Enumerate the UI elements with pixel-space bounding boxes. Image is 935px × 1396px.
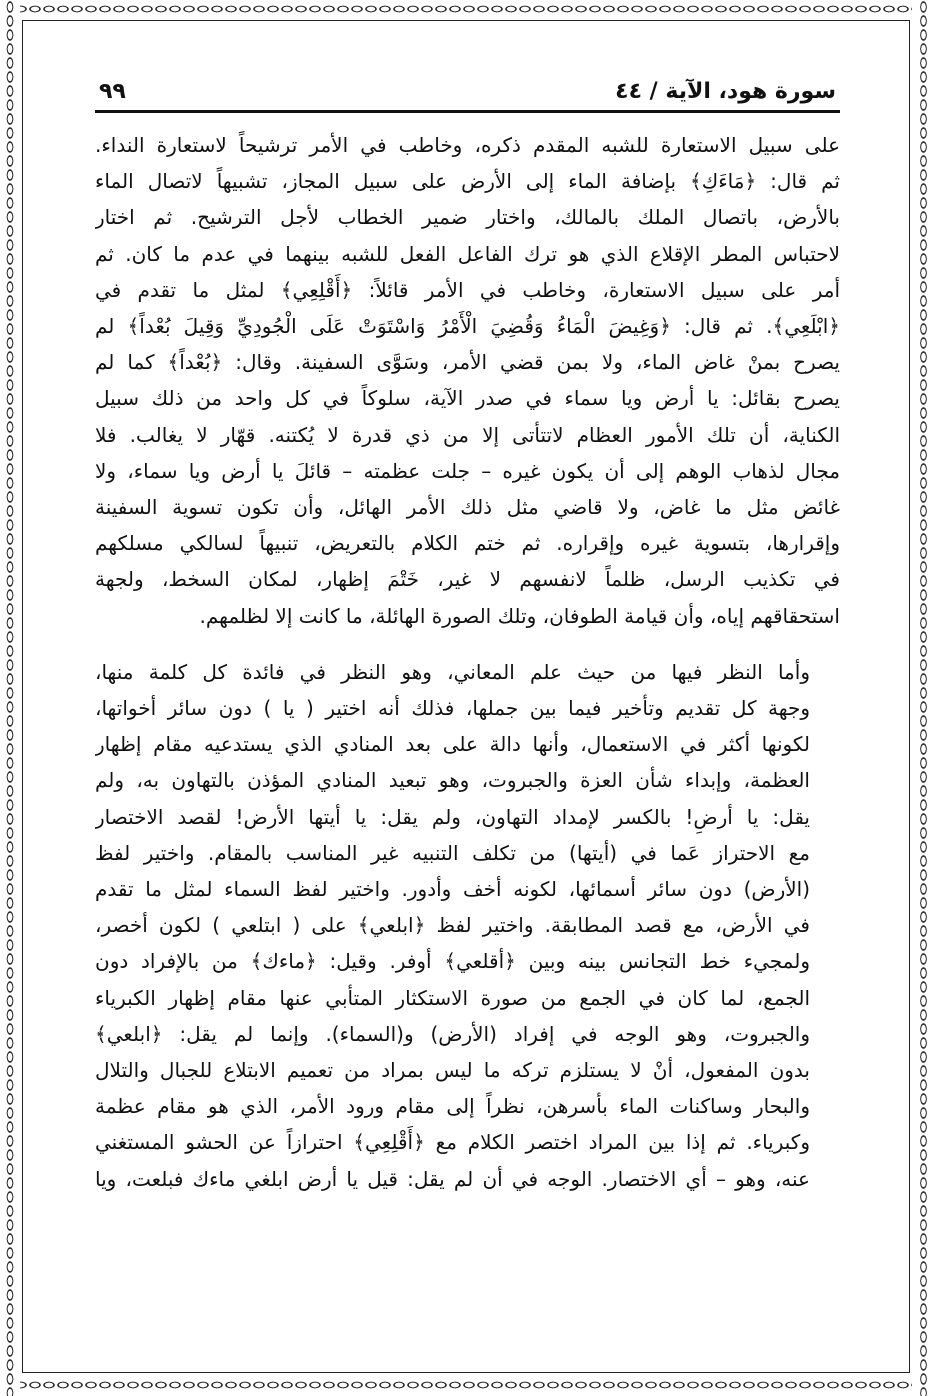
- text-line: وإقرارها، بتسوية غيره وإقراره. ثم ختم الكلام بالتعريض، تنبيهاً لسالكي مسلكهم: [95, 531, 840, 556]
- text-line: وكبرياء. ثم إذا بين المراد اختصر الكلام مع ﴿أَقْلِعِي﴾ احترازاً عن الحشو المستغني: [95, 1130, 810, 1155]
- bottom-border-ornament: [0, 1374, 935, 1396]
- right-border-ornament: [912, 0, 935, 1396]
- text-line: في تكذيب الرسل، ظلماً لانفسهم لا غير، خَتْمَ إظهار، لمكان السخط، ولجهة: [95, 567, 840, 592]
- inner-frame-top: [22, 20, 910, 21]
- text-line: لكونها أكثر في الاستعمال، وأنها دالة على بعد المنادي الذي يستدعيه مقام إظهار: [95, 732, 810, 757]
- text-line: ﴿ابْلَعِي﴾. ثم قال: ﴿وَغِيضَ الْمَاءُ وَقُضِيَ الْأَمْرُ وَاسْتَوَتْ عَلَى الْجُودِيِّ وَقِيلَ بُعْداً﴾ لم: [95, 314, 840, 339]
- text-line: في الأرض، مع قصد المطابقة. واختير لفظ ﴿ابلعي﴾ على ( ابتلعي ) لكون أخصر،: [95, 913, 810, 938]
- page-number: ٩٩: [99, 79, 126, 104]
- text-line: استحقاقهم إياه، وأن قيامة الطوفان، وتلك الصورة الهائلة، ما كانت إلا لظلمهم.: [199, 603, 840, 628]
- text-line: وجهة كل تقديم وتأخير فيما بين جملها، فذلك أنه اختير ( يا ) دون سائر أخواتها،: [95, 696, 810, 721]
- running-header: [95, 60, 840, 113]
- text-line: ولمجيء خط التجانس بينه وبين ﴿أقلعي﴾ أوفر. وقيل: ﴿ماءك﴾ من بالإفراد دون: [95, 949, 810, 974]
- inner-frame-left: [22, 20, 23, 1372]
- text-line: وأما النظر فيها من حيث علم المعاني، وهو النظر في فائدة كل كلمة منها،: [95, 659, 810, 684]
- text-line: يصرح بقائل: يا أرض ويا سماء في صدر الآية، سلوكاً في كل واحد من ذلك سبيل: [95, 386, 840, 411]
- left-border-ornament: [0, 0, 20, 1396]
- paragraph-1: [95, 127, 840, 634]
- inner-frame-bottom: [22, 1372, 910, 1373]
- text-line: أمر على سبيل الاستعارة، وخاطب في الأمر قائلاً: ﴿أَقْلِعِي﴾ لمثل ما تقدم في: [95, 277, 840, 302]
- text-line: بالأرض، باتصال الملك بالمالك، واختار ضمير الخطاب لأجل الترشيح. ثم اختار: [95, 205, 840, 230]
- text-line: ثم قال: ﴿مَاءَكِ﴾ بإضافة الماء إلى الأرض على سبيل المجاز، تشبيهاً لاتصال الماء: [95, 169, 840, 194]
- text-line: عنه، وهو – أي الاختصار. الوجه في أن لم يقل: قيل يا أرض ابلغي ماءك فبلعت، ويا: [95, 1166, 810, 1191]
- text-line: بدون المفعول، أنْ لا يستلزم تركه ما ليس بمراد من تعميم الابتلاع للجبال والتلال: [95, 1058, 810, 1083]
- text-line: مجال لذهاب الوهم إلى أن يكون غيره – جلت عظمته – قائلَ يا أرض ويا سماء، ولا: [95, 458, 840, 483]
- inner-frame-right: [909, 20, 910, 1372]
- paragraph-2: [95, 654, 840, 1197]
- top-border-ornament: [0, 0, 935, 18]
- book-page: [95, 60, 840, 1370]
- text-line: مع الاحتراز عَما في (أيتها) من تكلف التنبيه غير المناسب بالمقام. واختير لفظ: [95, 840, 810, 865]
- text-line: على سبيل الاستعارة للشبه المقدم ذكره، وخاطب في الأمر ترشيحاً لاستعارة النداء.: [95, 133, 840, 157]
- text-line: والبحار وساكنات الماء بأسرهن، نظراً إلى مقام ورود الأمر، الذي هو مقام عظمة: [95, 1094, 810, 1119]
- header-title: سورة هود، الآية / ٤٤: [615, 79, 836, 104]
- text-line: الجمع، لما كان في الجمع من صورة الاستكثار المتأبي عنها مقام إظهار الكبرياء: [95, 985, 810, 1010]
- text-line: يقل: يا أرضِ! بالكسر لإمداد التهاون، ولم يقل: يا أيتها الأرض! لقصد الاختصار: [95, 804, 810, 829]
- text-line: لاحتباس المطر الإقلاع الذي هو ترك الفاعل الفعل للشبه بينهما في عدم ما كان. ثم: [95, 241, 840, 266]
- text-line: والجبروت، وهو الوجه في إفراد (الأرض) و(السماء). وإنما لم يقل: ﴿ابلعي﴾: [95, 1021, 810, 1046]
- text-line: العظمة، وإبداء شأن العزة والجبروت، وهو تبعيد المنادي المؤذن بالتهاون به، ولم: [95, 768, 810, 793]
- text-line: الكناية، أن تلك الأمور العظام لاتتأتى إلا من ذي قدرة لا يُكتنه. قهّار لا يغالب. فلا: [95, 422, 840, 447]
- text-line: غائض مثل ما غاض، ولا قاضي مثل ذلك الأمر الهائل، وأن تكون تسوية السفينة: [95, 495, 840, 520]
- text-line: يصرح بمنْ غاض الماء، ولا بمن قضي الأمر، وسَوَّى السفينة. وقال: ﴿بُعْداً﴾ كما لم: [95, 350, 840, 375]
- text-line: (الأرض) دون سائر أسمائها، لكونه أخف وأدور. واختير لفظ السماء لمثل ما تقدم: [95, 877, 810, 902]
